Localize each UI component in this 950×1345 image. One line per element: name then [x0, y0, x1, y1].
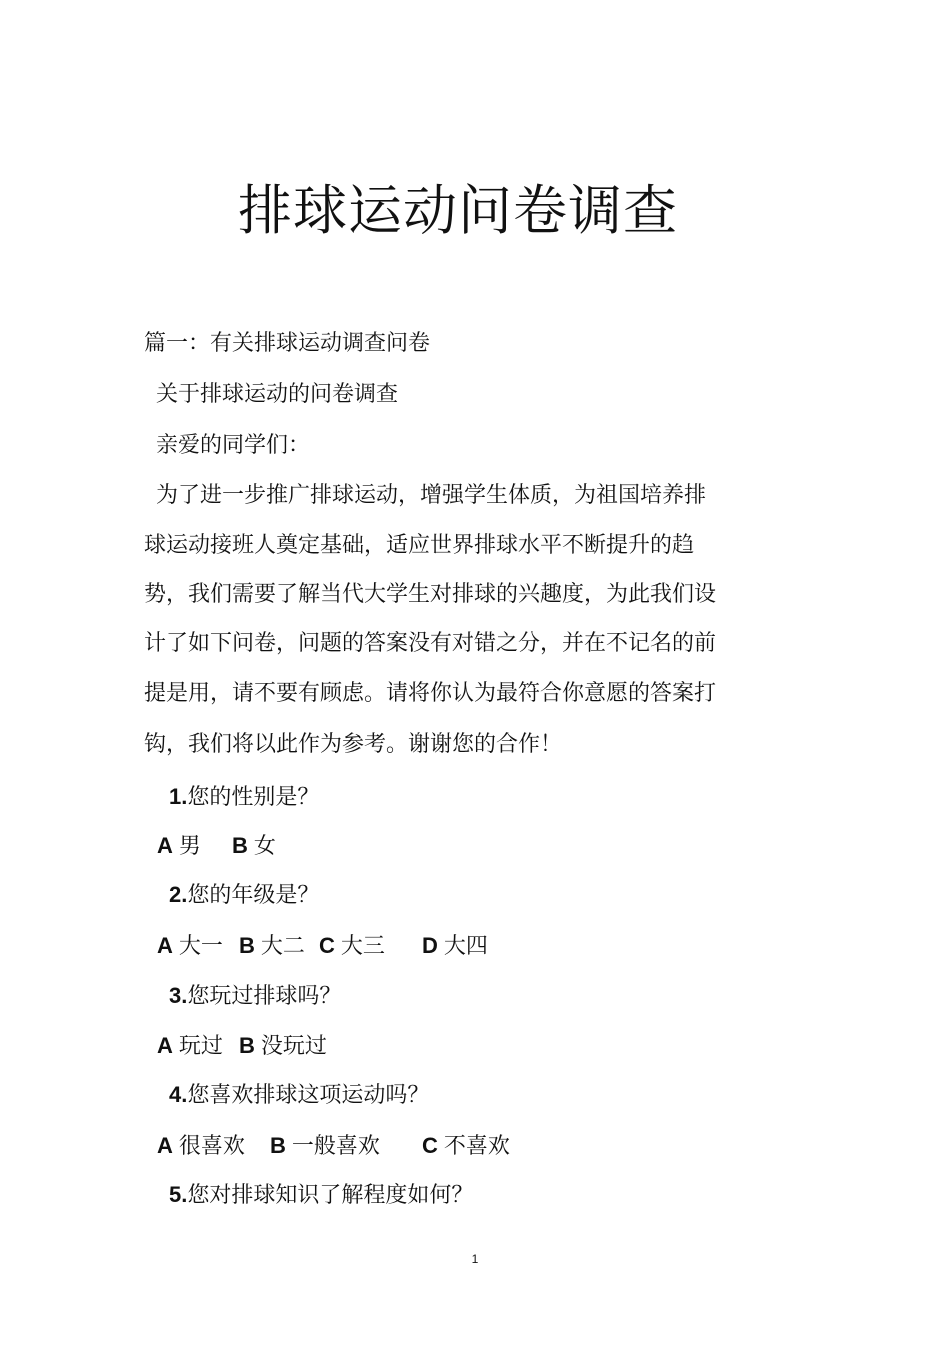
option-b[interactable]: B 一般喜欢	[270, 1133, 380, 1159]
intro-line: 钩，我们将以此作为参考。谢谢您的合作！	[144, 732, 563, 757]
question-3	[169, 980, 341, 1013]
question-1-options	[157, 830, 276, 863]
question-2	[169, 879, 319, 912]
intro-line: 计了如下问卷，问题的答案没有对错之分，并在不记名的前	[144, 631, 717, 656]
question-4	[169, 1079, 429, 1112]
question-text: 您的年级是？	[187, 883, 320, 908]
question-text: 您的性别是？	[187, 785, 320, 810]
question-number: 3.	[169, 983, 188, 1008]
question-3-options	[157, 1030, 327, 1063]
question-number: 4.	[169, 1082, 188, 1107]
question-text: 您喜欢排球这项运动吗？	[187, 1083, 430, 1108]
section-heading: 篇一：有关排球运动调查问卷	[144, 331, 431, 356]
option-b[interactable]: B 没玩过	[239, 1033, 327, 1059]
option-a[interactable]: A 男	[157, 833, 201, 859]
option-c[interactable]: C 大三	[319, 933, 385, 959]
question-2-options	[157, 930, 488, 963]
option-b[interactable]: B 女	[232, 833, 276, 859]
greeting: 亲爱的同学们：	[156, 433, 311, 458]
question-1	[169, 781, 319, 814]
intro-line: 势，我们需要了解当代大学生对排球的兴趣度，为此我们设	[144, 582, 717, 607]
page-number: 1	[471, 1252, 479, 1266]
intro-line: 提是用，请不要有顾虑。请将你认为最符合你意愿的答案打	[144, 681, 717, 706]
question-text: 您对排球知识了解程度如何？	[187, 1183, 474, 1208]
question-5	[169, 1179, 473, 1212]
option-a[interactable]: A 大一	[157, 933, 223, 959]
intro-line: 球运动接班人奠定基础，适应世界排球水平不断提升的趋	[144, 533, 695, 558]
option-d[interactable]: D 大四	[422, 933, 488, 959]
option-a[interactable]: A 很喜欢	[157, 1133, 245, 1159]
question-number: 1.	[169, 784, 188, 809]
question-number: 5.	[169, 1182, 188, 1207]
option-b[interactable]: B 大二	[239, 933, 305, 959]
survey-subtitle: 关于排球运动的问卷调查	[156, 382, 399, 407]
option-c[interactable]: C 不喜欢	[422, 1133, 510, 1159]
page-title: 排球运动问卷调查	[238, 179, 678, 242]
question-number: 2.	[169, 882, 188, 907]
question-4-options	[157, 1130, 510, 1163]
question-text: 您玩过排球吗？	[187, 984, 342, 1009]
option-a[interactable]: A 玩过	[157, 1033, 223, 1059]
intro-line: 为了进一步推广排球运动，增强学生体质，为祖国培养排	[156, 483, 707, 508]
